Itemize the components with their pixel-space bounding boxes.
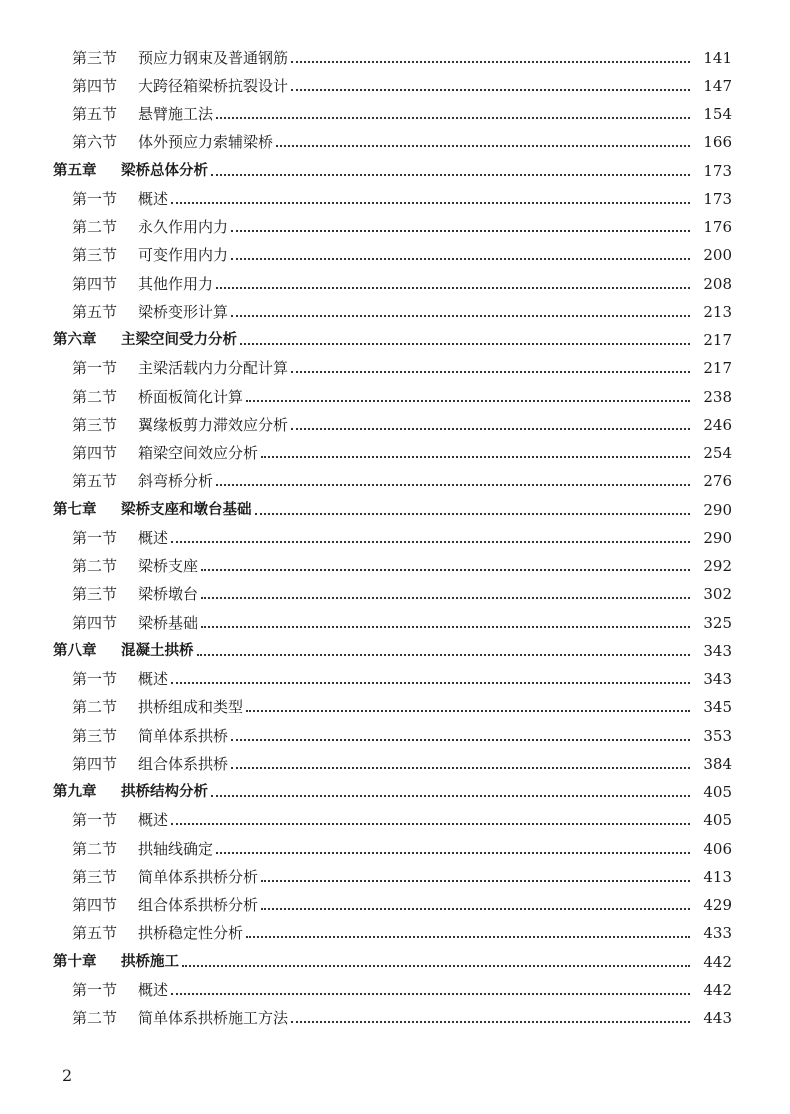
dot-leader: [216, 286, 690, 289]
entry-title: 简单体系拱桥: [138, 726, 229, 745]
entry-page-number: 166: [703, 133, 732, 152]
dot-leader: [231, 314, 690, 317]
entry-label: 第四节: [72, 754, 118, 773]
toc-section-entry: [0, 383, 790, 411]
entry-title: 拱桥稳定性分析: [138, 924, 244, 943]
entry-label: 第三节: [72, 726, 118, 745]
toc-section-entry: [0, 553, 790, 581]
entry-label: 第三节: [72, 867, 118, 886]
entry-title: 预应力钢束及普通钢筋: [138, 48, 289, 67]
entry-title: 概述: [138, 811, 169, 830]
entry-title: 箱梁空间效应分析: [138, 444, 259, 463]
entry-page-number: 173: [703, 161, 732, 180]
toc-section-entry: [0, 129, 790, 157]
entry-page-number: 276: [703, 472, 732, 491]
toc-section-entry: [0, 609, 790, 637]
entry-label: 第四节: [72, 444, 118, 463]
dot-leader: [276, 144, 690, 147]
entry-title: 概述: [138, 980, 169, 999]
entry-page-number: 154: [703, 105, 732, 124]
entry-title: 主梁活载内力分配计算: [138, 359, 289, 378]
toc-chapter-entry: [0, 779, 790, 807]
entry-label: 第四节: [72, 274, 118, 293]
toc-section-entry: [0, 355, 790, 383]
entry-page-number: 345: [703, 698, 732, 717]
entry-label: 第六节: [72, 133, 118, 152]
entry-label: 第三节: [72, 246, 118, 265]
dot-leader: [211, 173, 690, 176]
toc-section-entry: [0, 468, 790, 496]
entry-title: 梁桥总体分析: [121, 162, 208, 179]
dot-leader: [201, 596, 690, 599]
entry-page-number: 208: [703, 274, 732, 293]
dot-leader: [291, 60, 690, 63]
entry-page-number: 413: [703, 867, 732, 886]
toc-section-entry: [0, 892, 790, 920]
entry-label: 第五节: [72, 105, 118, 124]
dot-leader: [255, 512, 691, 515]
entry-title: 可变作用内力: [138, 246, 229, 265]
entry-label: 第一节: [72, 359, 118, 378]
dot-leader: [171, 201, 690, 204]
entry-title: 永久作用内力: [138, 218, 229, 237]
toc-section-entry: [0, 920, 790, 948]
toc-section-entry: [0, 581, 790, 609]
entry-title: 概述: [138, 670, 169, 689]
entry-title: 梁桥基础: [138, 613, 199, 632]
dot-leader: [261, 879, 690, 882]
toc-section-entry: [0, 750, 790, 778]
entry-title: 梁桥支座和墩台基础: [121, 501, 252, 518]
toc-chapter-entry: [0, 948, 790, 976]
toc-chapter-entry: [0, 327, 790, 355]
dot-leader: [216, 116, 690, 119]
entry-page-number: 217: [703, 331, 732, 350]
entry-page-number: 433: [703, 924, 732, 943]
entry-label: 第二节: [72, 1009, 118, 1028]
entry-page-number: 343: [703, 670, 732, 689]
entry-label: 第五节: [72, 472, 118, 491]
dot-leader: [171, 992, 690, 995]
entry-title: 主梁空间受力分析: [121, 332, 237, 349]
toc-section-entry: [0, 524, 790, 552]
entry-label: 第八章: [53, 643, 97, 660]
entry-label: 第七章: [53, 501, 97, 518]
entry-page-number: 290: [703, 528, 732, 547]
entry-title: 拱桥结构分析: [121, 784, 208, 801]
dot-leader: [261, 907, 690, 910]
entry-page-number: 406: [703, 839, 732, 858]
dot-leader: [171, 822, 690, 825]
entry-label: 第一节: [72, 189, 118, 208]
entry-title: 斜弯桥分析: [138, 472, 214, 491]
entry-page-number: 442: [703, 952, 732, 971]
table-of-contents: [0, 44, 790, 1033]
entry-title: 组合体系拱桥: [138, 754, 229, 773]
entry-page-number: 384: [703, 754, 732, 773]
dot-leader: [246, 709, 690, 712]
entry-page-number: 325: [703, 613, 732, 632]
toc-section-entry: [0, 807, 790, 835]
toc-chapter-entry: [0, 637, 790, 665]
toc-chapter-entry: [0, 157, 790, 185]
dot-leader: [216, 483, 690, 486]
page-number: 2: [62, 1066, 73, 1085]
entry-title: 翼缘板剪力滞效应分析: [138, 415, 289, 434]
toc-section-entry: [0, 863, 790, 891]
entry-title: 混凝土拱桥: [121, 643, 194, 660]
entry-label: 第四节: [72, 896, 118, 915]
entry-page-number: 147: [703, 76, 732, 95]
entry-title: 桥面板简化计算: [138, 387, 244, 406]
entry-page-number: 213: [703, 302, 732, 321]
entry-page-number: 405: [703, 783, 732, 802]
entry-title: 简单体系拱桥分析: [138, 867, 259, 886]
entry-title: 其他作用力: [138, 274, 214, 293]
toc-section-entry: [0, 694, 790, 722]
entry-page-number: 200: [703, 246, 732, 265]
dot-leader: [197, 653, 691, 656]
entry-page-number: 238: [703, 387, 732, 406]
entry-label: 第六章: [53, 332, 97, 349]
entry-page-number: 290: [703, 500, 732, 519]
entry-label: 第一节: [72, 980, 118, 999]
toc-chapter-entry: [0, 496, 790, 524]
entry-label: 第二节: [72, 698, 118, 717]
dot-leader: [231, 766, 690, 769]
entry-title: 拱轴线确定: [138, 839, 214, 858]
entry-label: 第五节: [72, 302, 118, 321]
toc-section-entry: [0, 242, 790, 270]
dot-leader: [211, 794, 690, 797]
entry-label: 第一节: [72, 811, 118, 830]
entry-title: 悬臂施工法: [138, 105, 214, 124]
entry-label: 第五节: [72, 924, 118, 943]
entry-label: 第一节: [72, 528, 118, 547]
entry-title: 大跨径箱梁桥抗裂设计: [138, 76, 289, 95]
toc-section-entry: [0, 72, 790, 100]
dot-leader: [261, 455, 690, 458]
dot-leader: [231, 257, 690, 260]
entry-title: 梁桥墩台: [138, 585, 199, 604]
toc-section-entry: [0, 440, 790, 468]
toc-section-entry: [0, 298, 790, 326]
entry-label: 第三节: [72, 415, 118, 434]
entry-title: 梁桥支座: [138, 557, 199, 576]
dot-leader: [246, 935, 690, 938]
entry-label: 第四节: [72, 76, 118, 95]
entry-page-number: 442: [703, 980, 732, 999]
entry-page-number: 176: [703, 218, 732, 237]
entry-page-number: 405: [703, 811, 732, 830]
toc-section-entry: [0, 976, 790, 1004]
entry-title: 拱桥施工: [121, 953, 179, 970]
entry-page-number: 353: [703, 726, 732, 745]
entry-label: 第十章: [53, 953, 97, 970]
entry-page-number: 173: [703, 189, 732, 208]
entry-title: 体外预应力索辅梁桥: [138, 133, 274, 152]
entry-page-number: 343: [703, 641, 732, 660]
dot-leader: [240, 342, 690, 345]
entry-label: 第二节: [72, 557, 118, 576]
entry-page-number: 429: [703, 896, 732, 915]
entry-title: 概述: [138, 528, 169, 547]
entry-label: 第二节: [72, 839, 118, 858]
entry-title: 概述: [138, 189, 169, 208]
entry-title: 简单体系拱桥施工方法: [138, 1009, 289, 1028]
toc-section-entry: [0, 1005, 790, 1033]
dot-leader: [246, 399, 690, 402]
toc-section-entry: [0, 666, 790, 694]
entry-page-number: 141: [703, 48, 732, 67]
dot-leader: [291, 427, 690, 430]
dot-leader: [231, 229, 690, 232]
dot-leader: [216, 851, 690, 854]
toc-section-entry: [0, 411, 790, 439]
dot-leader: [231, 738, 690, 741]
entry-title: 拱桥组成和类型: [138, 698, 244, 717]
entry-page-number: 292: [703, 557, 732, 576]
entry-page-number: 254: [703, 444, 732, 463]
entry-label: 第一节: [72, 670, 118, 689]
toc-section-entry: [0, 835, 790, 863]
dot-leader: [291, 370, 690, 373]
dot-leader: [201, 568, 690, 571]
toc-section-entry: [0, 270, 790, 298]
entry-title: 组合体系拱桥分析: [138, 896, 259, 915]
dot-leader: [171, 540, 690, 543]
entry-label: 第三节: [72, 585, 118, 604]
entry-label: 第五章: [53, 162, 97, 179]
toc-section-entry: [0, 214, 790, 242]
dot-leader: [291, 88, 690, 91]
entry-label: 第九章: [53, 784, 97, 801]
dot-leader: [171, 681, 690, 684]
entry-page-number: 217: [703, 359, 732, 378]
dot-leader: [291, 1020, 690, 1023]
entry-label: 第二节: [72, 218, 118, 237]
entry-page-number: 246: [703, 415, 732, 434]
toc-section-entry: [0, 185, 790, 213]
dot-leader: [201, 625, 690, 628]
entry-page-number: 443: [703, 1009, 732, 1028]
entry-label: 第三节: [72, 48, 118, 67]
toc-section-entry: [0, 44, 790, 72]
dot-leader: [182, 964, 690, 967]
entry-page-number: 302: [703, 585, 732, 604]
toc-section-entry: [0, 722, 790, 750]
entry-label: 第四节: [72, 613, 118, 632]
entry-label: 第二节: [72, 387, 118, 406]
entry-title: 梁桥变形计算: [138, 302, 229, 321]
toc-section-entry: [0, 101, 790, 129]
